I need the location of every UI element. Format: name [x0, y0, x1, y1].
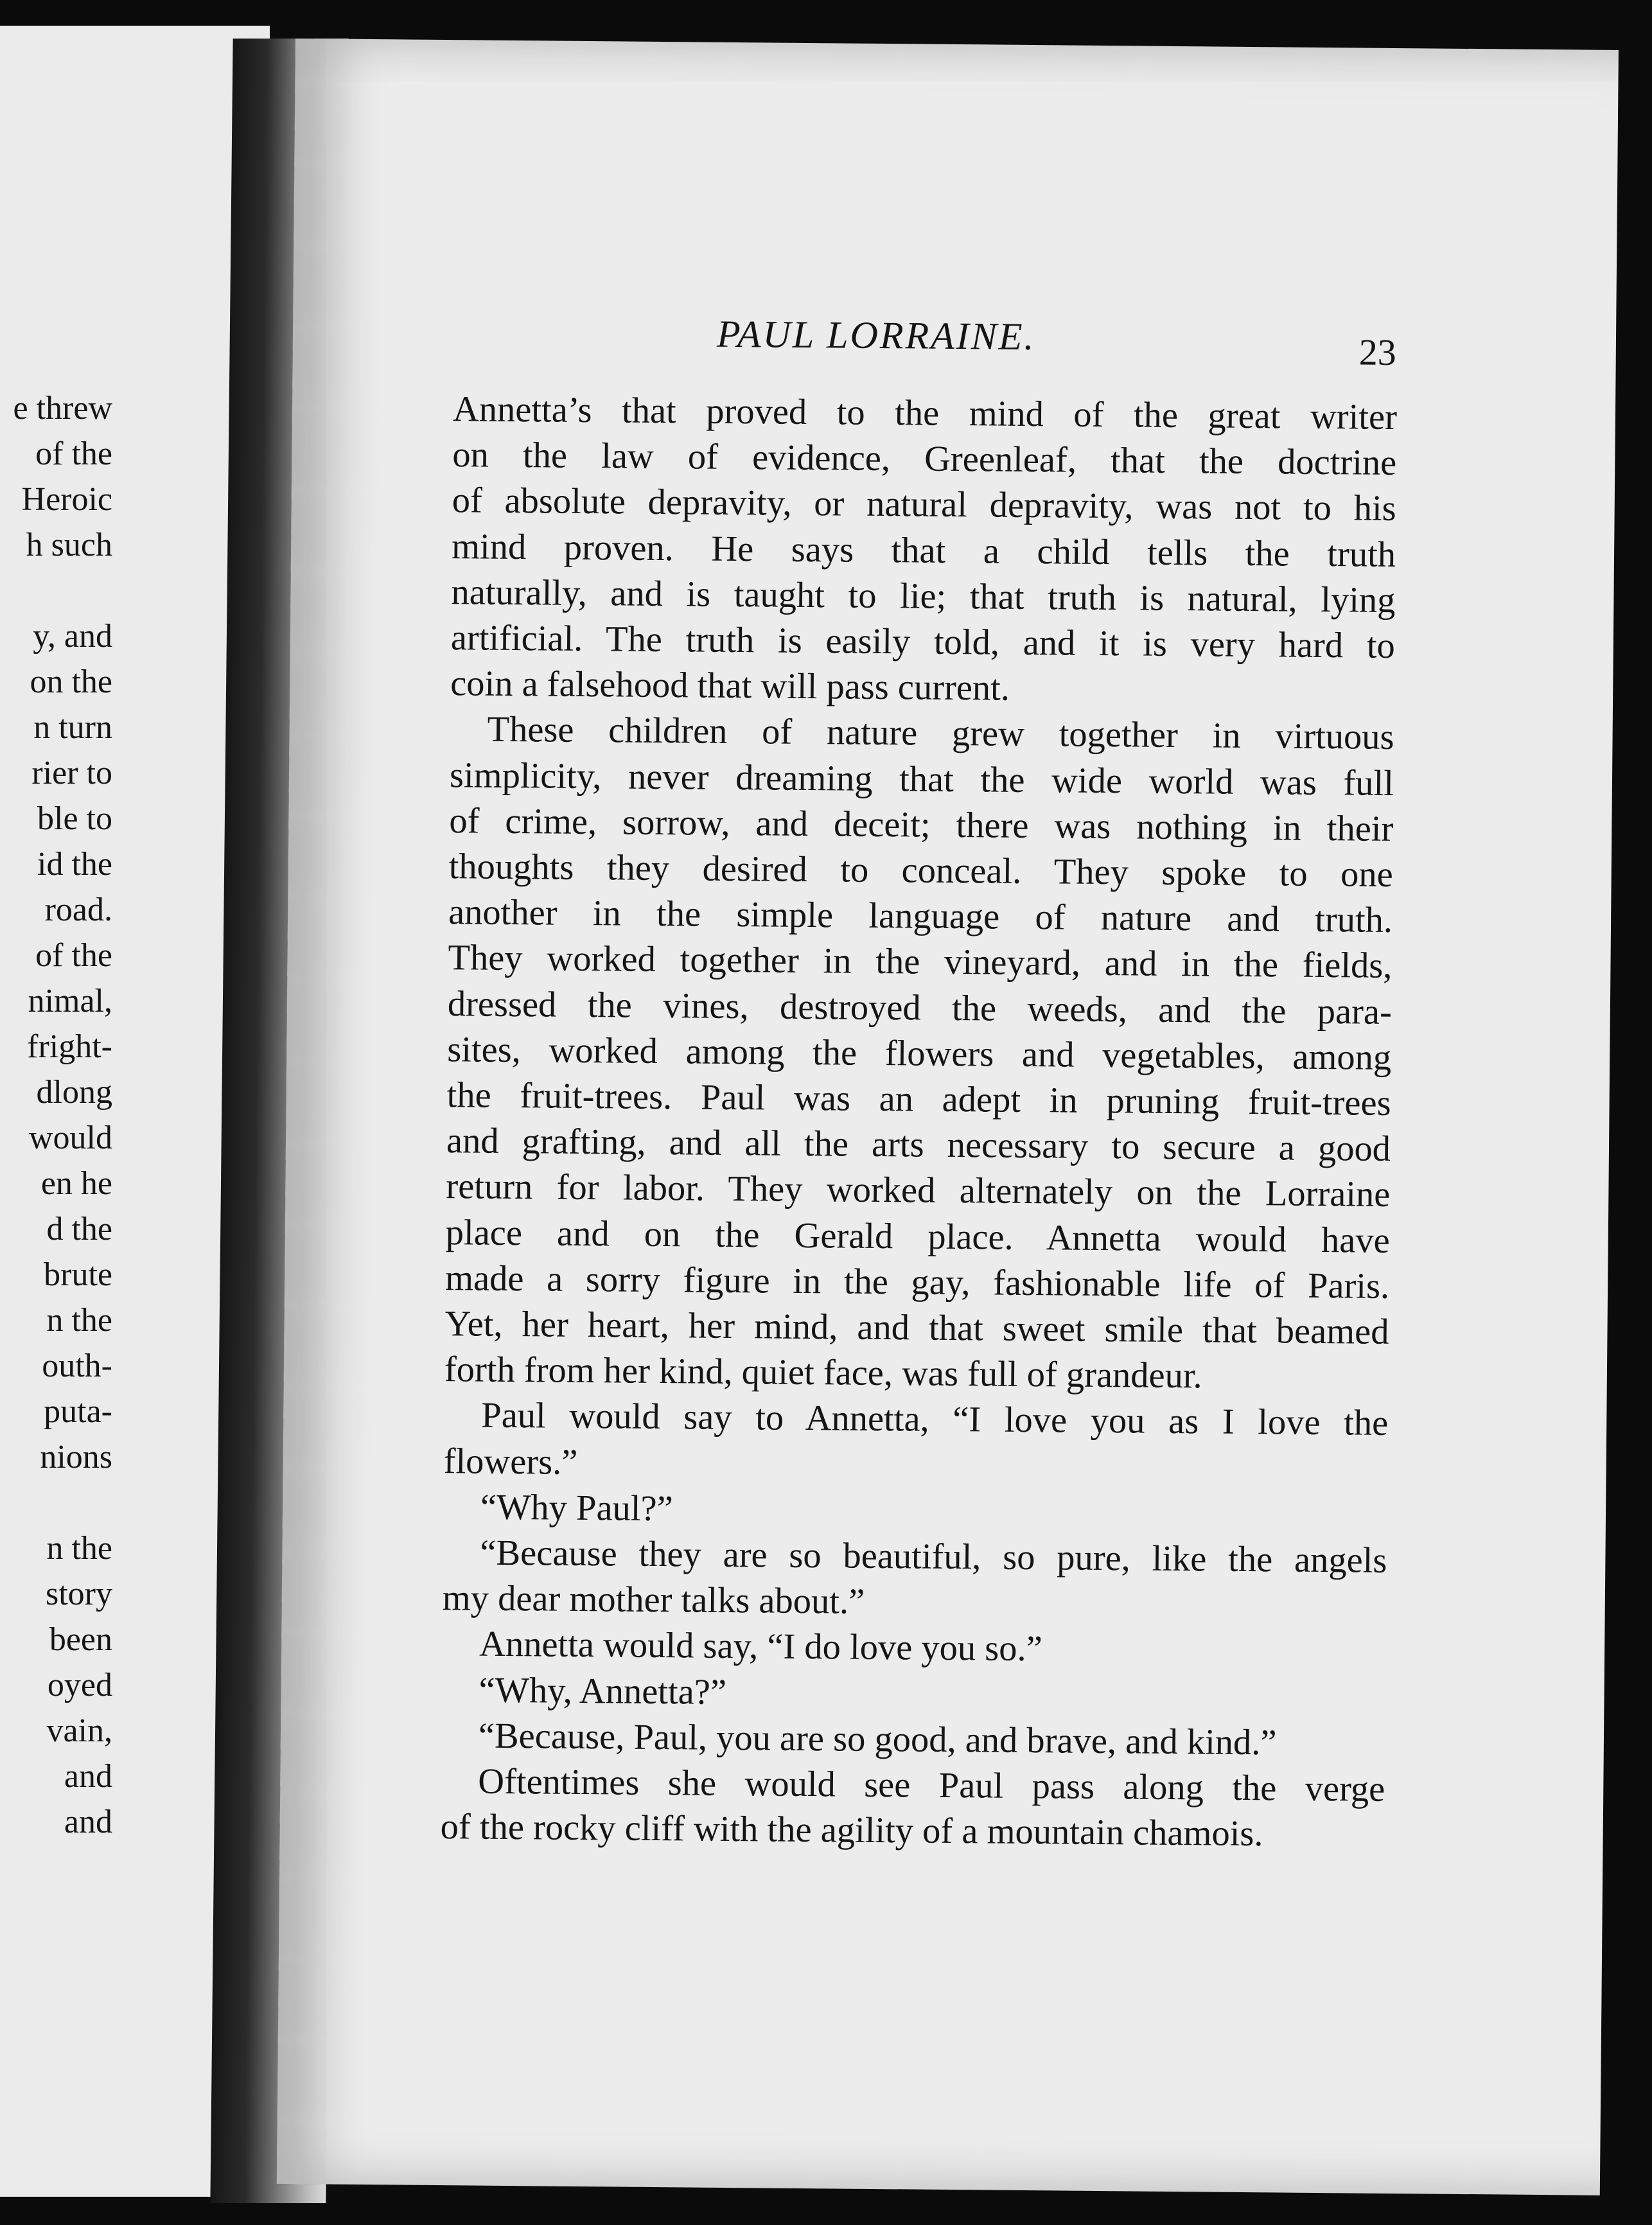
text-line: forth from her kind, quiet face, was full of grandeur. [444, 1350, 1202, 1396]
text-line: Oftentimes she would see Paul pass along the verge [478, 1761, 1385, 1809]
text-line: Annetta would say, “I do love you so.” [479, 1624, 1043, 1669]
fragment-line: nions [40, 1439, 112, 1475]
text-line: “Why, Annetta?” [479, 1670, 727, 1712]
left-page-text-fragments [13, 385, 112, 1845]
fragment-line: e threw [13, 390, 112, 427]
text-line: thoughts they desired to conceal. They spoke to one [448, 847, 1393, 895]
fragment-line: road. [44, 892, 112, 928]
body-text [440, 387, 1397, 1858]
fragment-line: of the [35, 435, 112, 472]
text-line: of crime, sorrow, and deceit; there was nothing in their [449, 800, 1394, 849]
text-line: the fruit-trees. Paul was an adept in pruning fruit-trees [446, 1075, 1391, 1123]
text-line: of absolute depravity, or natural depravity, was not to his [452, 480, 1396, 529]
text-line: dressed the vines, destroyed the weeds, and the para- [447, 983, 1393, 1032]
text-line: sites, worked among the flowers and vegetables, among [447, 1029, 1392, 1078]
fragment-line: ble to [37, 800, 112, 837]
text-line: “Because they are so beautiful, so pure, like the angels [480, 1533, 1387, 1581]
fragment-line: outh- [42, 1348, 112, 1384]
text-line: simplicity, never dreaming that the wide world was full [449, 755, 1394, 804]
right-page [277, 39, 1619, 2195]
text-line: and grafting, and all the arts necessary to secure a good [446, 1121, 1391, 1170]
fragment-line: en he [40, 1165, 112, 1202]
text-line: place and on the Gerald place. Annetta would have [445, 1212, 1391, 1261]
fragment-line: n the [46, 1302, 112, 1339]
text-line: flowers.” [443, 1441, 578, 1482]
text-line: Annetta’s that proved to the mind of the great writer [452, 389, 1398, 437]
text-line: artificial. The truth is easily told, and it is very hard to [450, 618, 1396, 666]
fragment-line: Heroic [21, 481, 112, 518]
fragment-line: dlong [36, 1074, 112, 1111]
text-line: “Why Paul?” [480, 1487, 673, 1529]
fragment-line [13, 568, 112, 613]
fragment-line: and [64, 1804, 112, 1840]
fragment-line [13, 1480, 112, 1526]
text-line: on the law of evidence, Greenleaf, that the doctrine [452, 435, 1397, 484]
text-line: coin a falsehood that will pass current. [450, 664, 1010, 708]
text-line: naturally, and is taught to lie; that truth is natural, lying [451, 572, 1396, 620]
fragment-line: nimal, [28, 983, 112, 1019]
fragment-line: n the [46, 1530, 112, 1567]
text-line: return for labor. They worked alternately on the Lorraine [446, 1166, 1391, 1215]
fragment-line: y, and [33, 618, 112, 655]
text-line: of the rocky cliff with the agility of a mountain chamois. [440, 1807, 1263, 1854]
text-line: Yet, her heart, her mind, and that sweet smile that beamed [444, 1304, 1389, 1352]
fragment-line: would [29, 1120, 112, 1156]
text-line: “Because, Paul, you are so good, and brave, and kind.” [478, 1716, 1277, 1763]
fragment-line: rier to [31, 755, 112, 791]
text-line: These children of nature grew together in virtuous [487, 710, 1394, 758]
fragment-line: of the [35, 937, 112, 974]
fragment-line: puta- [44, 1393, 112, 1430]
text-line: They worked together in the vineyard, and in the fields, [448, 938, 1393, 987]
fragment-line: brute [44, 1256, 112, 1293]
fragment-line: d the [46, 1211, 112, 1247]
page-number: 23 [1358, 331, 1397, 373]
fragment-line: h such [26, 527, 112, 563]
fragment-line: story [46, 1576, 112, 1612]
fragment-line: on the [30, 664, 112, 700]
fragment-line: and [64, 1758, 112, 1795]
text-line: made a sorry figure in the gay, fashionable life of Paris. [444, 1258, 1390, 1306]
fragment-line: fright- [27, 1028, 112, 1065]
fragment-line: n turn [33, 709, 112, 746]
text-line: another in the simple language of nature and truth. [448, 892, 1393, 941]
fragment-line: id the [37, 846, 112, 883]
text-line: my dear mother talks about.” [442, 1578, 865, 1623]
text-line: Paul would say to Annetta, “I love you as I love the [481, 1396, 1389, 1444]
fragment-line: oyed [47, 1667, 112, 1703]
fragment-line: been [49, 1621, 112, 1658]
fragment-line: vain, [46, 1712, 112, 1749]
text-line: mind proven. He says that a child tells the truth [451, 526, 1396, 575]
running-head: PAUL LORRAINE. [716, 312, 1036, 358]
